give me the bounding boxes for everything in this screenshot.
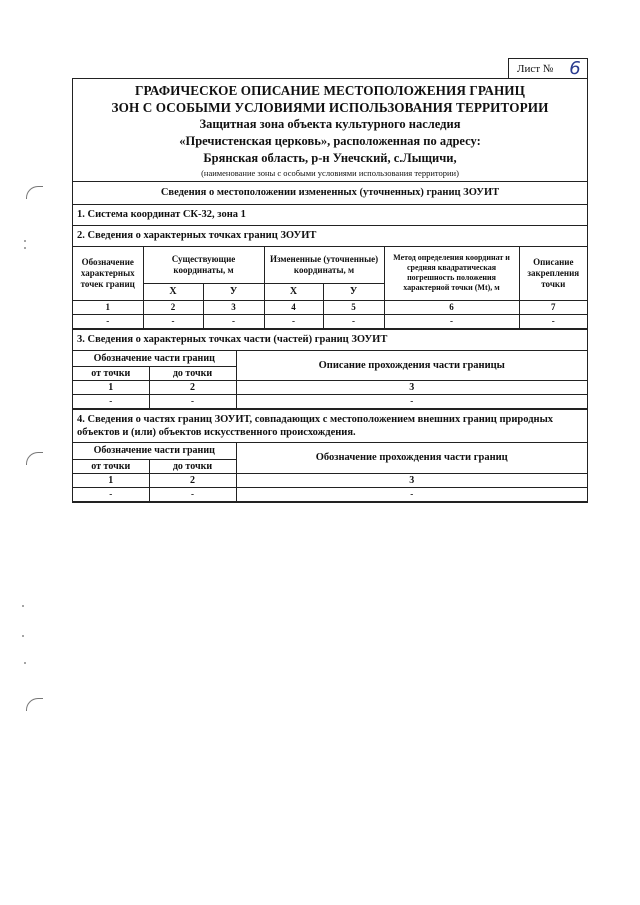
part-description-header: Описание прохождения части границы (236, 351, 587, 381)
part-designation-header: Обозначение части границ (73, 443, 236, 459)
empty-cell: - (203, 314, 264, 328)
title-line-2: ЗОН С ОСОБЫМИ УСЛОВИЯМИ ИСПОЛЬЗОВАНИЯ ТЕРРИТОРИИ (111, 100, 549, 115)
punch-hole-mark (26, 698, 43, 711)
existing-x-header: Х (143, 283, 203, 300)
form-frame (72, 78, 588, 503)
part-designation-header: Обозначение части границ (73, 351, 236, 367)
zone-line-2: «Пречистенская церковь», расположенная по адресу: (179, 134, 481, 148)
column-number: 4 (264, 300, 323, 314)
column-number: 3 (236, 381, 587, 395)
empty-cell: - (73, 487, 149, 501)
empty-cell: - (149, 487, 236, 501)
part-description-header: Обозначение прохождения части границ (236, 443, 587, 473)
existing-coords-header: Существующие координаты, м (143, 247, 264, 283)
existing-y-header: У (203, 283, 264, 300)
from-point-header: от точки (73, 367, 149, 381)
to-point-header: до точки (149, 367, 236, 381)
empty-cell: - (323, 314, 384, 328)
natural-boundaries-table (73, 443, 587, 502)
fixing-desc-header: Описание закрепления точки (519, 247, 587, 300)
section-2-title: 2. Сведения о характерных точках границ ЗОУИТ (73, 226, 587, 247)
punch-hole-mark (26, 452, 43, 465)
empty-cell: - (143, 314, 203, 328)
point-designation-header: Обозначение характерных точек границ (73, 247, 143, 300)
section-1-title: 1. Система координат СК-32, зона 1 (73, 205, 587, 226)
to-point-header: до точки (149, 459, 236, 473)
empty-cell: - (73, 395, 149, 409)
boundary-parts-table (73, 351, 587, 411)
zone-line-1: Защитная зона объекта культурного наследия (199, 117, 461, 131)
column-number: 2 (143, 300, 203, 314)
empty-cell: - (519, 314, 587, 328)
column-number: 2 (149, 381, 236, 395)
scan-speck (22, 635, 24, 637)
empty-cell: - (236, 487, 587, 501)
changed-x-header: Х (264, 283, 323, 300)
sheet-number-box (508, 58, 588, 79)
column-number: 1 (73, 300, 143, 314)
empty-cell: - (384, 314, 519, 328)
column-number: 2 (149, 473, 236, 487)
empty-cell: - (236, 395, 587, 409)
column-number: 1 (73, 473, 149, 487)
points-table (73, 247, 587, 330)
zone-name-note: (наименование зоны с особыми условиями использования территории) (201, 168, 459, 178)
info-heading: Сведения о местоположении измененных (уточненных) границ ЗОУИТ (73, 182, 587, 205)
punch-hole-mark (26, 186, 43, 199)
scan-speck (24, 240, 26, 242)
column-number: 1 (73, 381, 149, 395)
title-line-1: ГРАФИЧЕСКОЕ ОПИСАНИЕ МЕСТОПОЛОЖЕНИЯ ГРАНИЦ (134, 83, 526, 98)
column-number: 6 (384, 300, 519, 314)
column-number: 7 (519, 300, 587, 314)
sheet-label: Лист № (517, 63, 554, 75)
column-number: 5 (323, 300, 384, 314)
empty-cell: - (264, 314, 323, 328)
document-header (73, 79, 587, 182)
changed-coords-header: Измененные (уточненные) координаты, м (264, 247, 384, 283)
scan-speck (24, 247, 26, 249)
section-4-title: 4. Сведения о частях границ ЗОУИТ, совпадающих с местоположением внешних границ природных объектов и (или) объектов искусственного происхождения. (73, 410, 587, 443)
from-point-header: от точки (73, 459, 149, 473)
scan-speck (22, 605, 24, 607)
section-3-title: 3. Сведения о характерных точках части (частей) границ ЗОУИТ (73, 330, 587, 351)
scan-speck (24, 662, 26, 664)
changed-y-header: У (323, 283, 384, 300)
sheet-number: 6 (569, 58, 581, 79)
empty-cell: - (149, 395, 236, 409)
empty-cell: - (73, 314, 143, 328)
column-number: 3 (236, 473, 587, 487)
method-header: Метод определения координат и средняя квадратическая погрешность положения характерной точки (Mt), м (384, 247, 519, 300)
zone-line-3: Брянская область, р-н Унечский, с.Лыщичи, (203, 151, 457, 165)
column-number: 3 (203, 300, 264, 314)
